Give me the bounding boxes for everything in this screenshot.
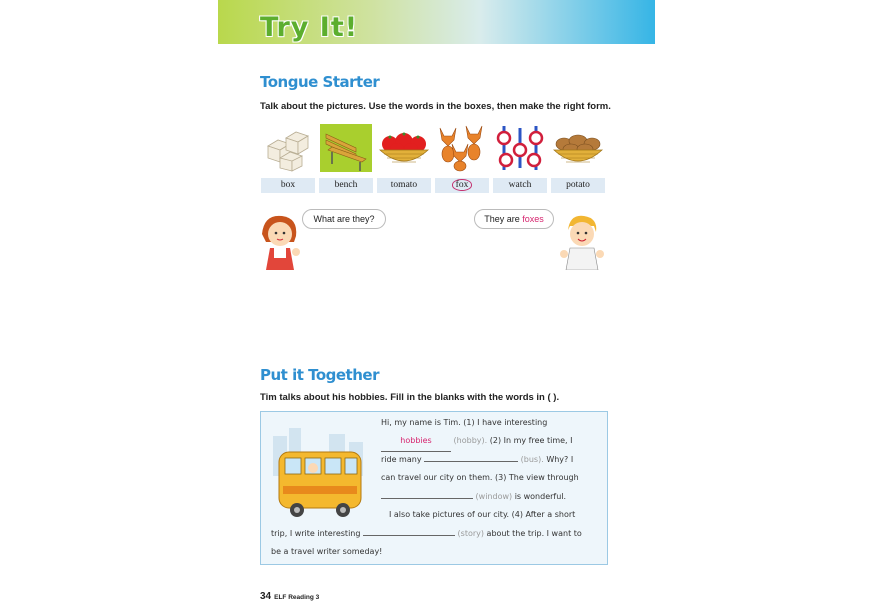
tongue-starter-instruction: Talk about the pictures. Use the words in the boxes, then make the right form. (260, 101, 611, 112)
passage-line-7-rest: about the trip. I want to (486, 529, 582, 538)
word-label-bench: bench (319, 178, 373, 193)
word-label-tomato: tomato (377, 178, 431, 193)
girl-speech-bubble: What are they? (302, 209, 386, 229)
fox-picture (436, 124, 488, 172)
passage-line-2-rest: (2) In my free time, I (489, 436, 573, 445)
blank-window[interactable] (381, 489, 473, 499)
hint-hobby: (hobby). (453, 436, 488, 445)
watch-picture (494, 124, 546, 172)
passage-line-6: I also take pictures of our city. (4) After a short (389, 510, 576, 519)
word-label-fox: fox (452, 179, 473, 191)
passage-line-7 (271, 525, 582, 544)
girl-illustration (258, 212, 304, 270)
passage-line-8: be a travel writer someday! (271, 547, 383, 556)
answer-hobbies: hobbies (381, 432, 451, 452)
put-together-heading: Put it Together (260, 366, 379, 384)
bench-picture (320, 124, 372, 172)
boy-speech-bubble (474, 209, 554, 229)
workbook-page (218, 0, 655, 612)
book-title: ELF Reading 3 (274, 594, 320, 601)
box-picture (262, 124, 314, 172)
page-banner (218, 0, 655, 44)
reading-passage-box (260, 411, 608, 565)
tomato-picture (378, 124, 430, 172)
passage-line-2 (381, 432, 573, 452)
word-label-watch: watch (493, 178, 547, 193)
word-label-box: box (261, 178, 315, 193)
hint-bus: (bus). (520, 455, 544, 464)
passage-line-5 (381, 488, 566, 507)
page-number: 34 (260, 591, 272, 602)
hint-story: (story) (457, 529, 484, 538)
passage-line-3-start: ride many (381, 455, 422, 464)
passage-line-4: can travel our city on them. (3) The view through (381, 473, 579, 482)
word-label-fox-box (435, 178, 489, 193)
boy-illustration (558, 212, 606, 270)
boy-bubble-text: They are (484, 214, 520, 224)
passage-line-3-rest: Why? I (546, 455, 574, 464)
hint-window: (window) (475, 492, 513, 501)
put-together-instruction: Tim talks about his hobbies. Fill in the blanks with the words in ( ). (260, 392, 560, 403)
bus-illustration (269, 426, 369, 526)
blank-bus[interactable] (424, 452, 518, 462)
passage-line-3 (381, 451, 573, 470)
potato-picture (552, 124, 604, 172)
blank-story[interactable] (363, 526, 455, 536)
page-title: Try It! (260, 12, 359, 43)
page-footer (260, 591, 319, 602)
word-label-potato: potato (551, 178, 605, 193)
tongue-starter-heading: Tongue Starter (260, 73, 380, 91)
boy-bubble-answer: foxes (522, 214, 544, 224)
passage-line-1: Hi, my name is Tim. (1) I have interesting (381, 418, 548, 427)
passage-line-5-rest: is wonderful. (514, 492, 567, 501)
passage-line-7-start: trip, I write interesting (271, 529, 361, 538)
